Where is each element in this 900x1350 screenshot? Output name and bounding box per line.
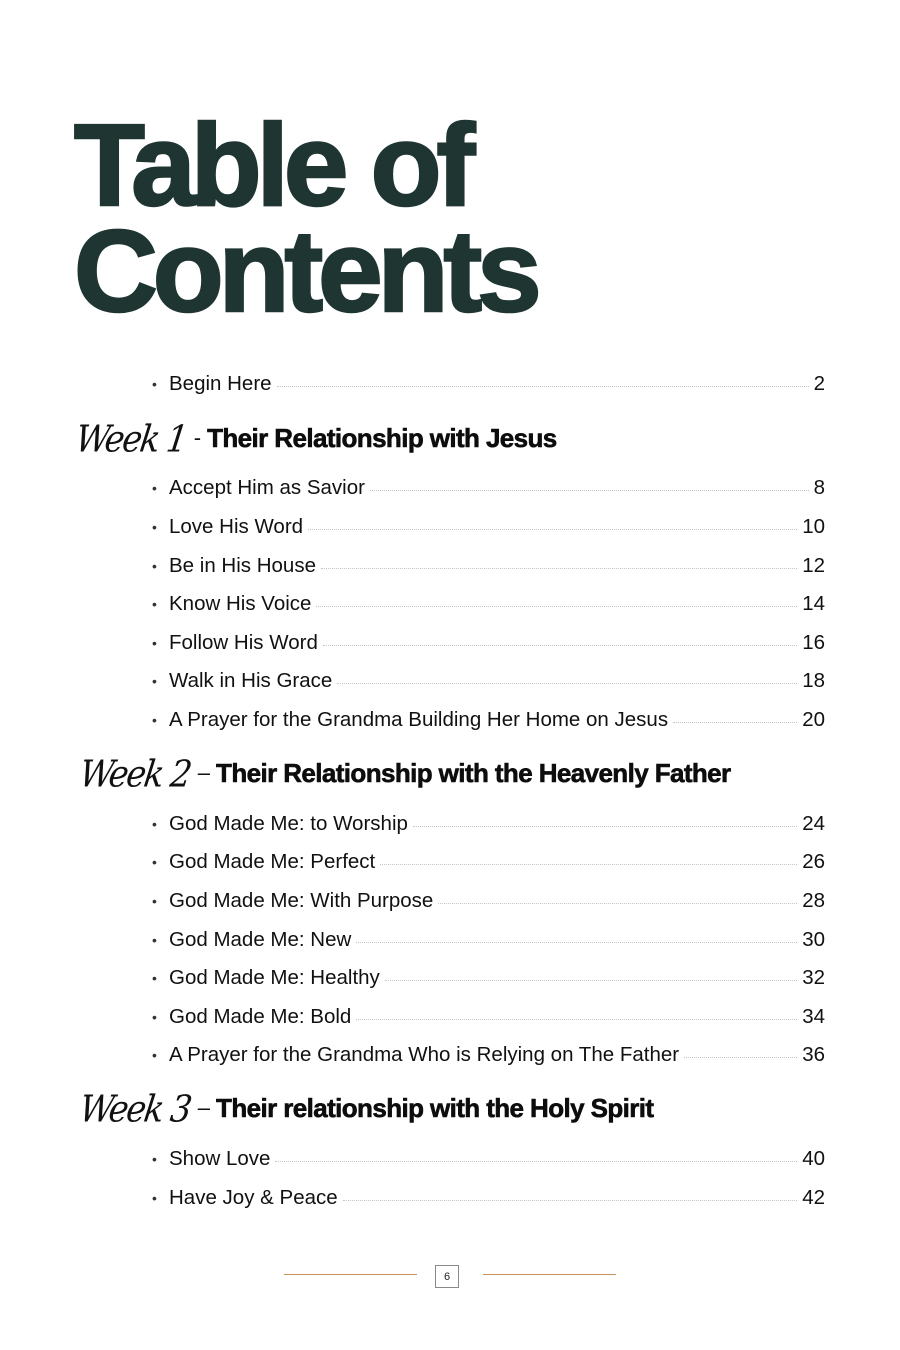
- bullet-icon: •: [152, 480, 157, 496]
- toc-entry[interactable]: [152, 963, 825, 993]
- toc-entry[interactable]: [152, 666, 825, 696]
- dotted-leader: [321, 568, 797, 569]
- bullet-icon: •: [152, 712, 157, 728]
- toc-entry[interactable]: [152, 1183, 825, 1213]
- entry-label: God Made Me: Perfect: [169, 850, 376, 873]
- entry-label: God Made Me: With Purpose: [169, 889, 434, 912]
- dotted-leader: [356, 942, 797, 943]
- bullet-icon: •: [152, 854, 157, 870]
- toc-entry[interactable]: [152, 1040, 825, 1070]
- toc-entry[interactable]: [152, 886, 825, 916]
- week-3-heading: [76, 1086, 654, 1130]
- entry-page-number: 16: [802, 631, 825, 654]
- dotted-leader: [413, 826, 797, 827]
- bullet-icon: •: [152, 519, 157, 535]
- page-title: [74, 100, 537, 336]
- toc-entry[interactable]: [152, 551, 825, 581]
- week-label: Week 2: [76, 751, 193, 795]
- entry-page-number: 36: [802, 1043, 825, 1066]
- dotted-leader: [337, 683, 797, 684]
- entry-page-number: 8: [813, 476, 825, 499]
- entry-page-number: 40: [802, 1147, 825, 1170]
- bullet-icon: •: [152, 596, 157, 612]
- entry-label: Show Love: [169, 1147, 271, 1170]
- entry-page-number: 18: [802, 669, 825, 692]
- footer-divider-left: [284, 1274, 417, 1275]
- entry-label: God Made Me: to Worship: [169, 812, 408, 835]
- entry-label: Begin Here: [169, 372, 272, 395]
- dotted-leader: [438, 903, 797, 904]
- bullet-icon: •: [152, 970, 157, 986]
- entry-page-number: 34: [802, 1005, 825, 1028]
- entry-page-number: 24: [802, 812, 825, 835]
- week-1-heading: [72, 416, 557, 460]
- dotted-leader: [316, 606, 797, 607]
- entry-label: Be in His House: [169, 554, 316, 577]
- week-2-heading: [76, 751, 731, 795]
- week-label: Week 3: [76, 1086, 193, 1130]
- entry-label: Know His Voice: [169, 592, 312, 615]
- entry-label: Follow His Word: [169, 631, 318, 654]
- entry-page-number: 12: [802, 554, 825, 577]
- entry-page-number: 10: [802, 515, 825, 538]
- entry-page-number: 26: [802, 850, 825, 873]
- dotted-leader: [343, 1200, 798, 1201]
- entry-label: God Made Me: New: [169, 928, 352, 951]
- bullet-icon: •: [152, 635, 157, 651]
- bullet-icon: •: [152, 893, 157, 909]
- week-separator: -: [193, 425, 202, 450]
- entry-label: Have Joy & Peace: [169, 1186, 338, 1209]
- entry-label: Love His Word: [169, 515, 304, 538]
- footer-divider-right: [483, 1274, 616, 1275]
- title-line-2: Contents: [74, 206, 537, 336]
- bullet-icon: •: [152, 1047, 157, 1063]
- dotted-leader: [308, 529, 797, 530]
- entry-page-number: 2: [813, 372, 825, 395]
- entry-label: A Prayer for the Grandma Building Her Home on Jesus: [169, 708, 669, 731]
- page-number: 6: [443, 1270, 451, 1283]
- toc-entry[interactable]: [152, 1002, 825, 1032]
- dotted-leader: [684, 1057, 797, 1058]
- dotted-leader: [323, 645, 797, 646]
- bullet-icon: •: [152, 376, 157, 392]
- toc-entry[interactable]: [152, 809, 825, 839]
- entry-page-number: 28: [802, 889, 825, 912]
- toc-entry[interactable]: [152, 1144, 825, 1174]
- bullet-icon: •: [152, 1190, 157, 1206]
- entry-page-number: 14: [802, 592, 825, 615]
- entry-label: A Prayer for the Grandma Who is Relying on The Father: [169, 1043, 680, 1066]
- dotted-leader: [673, 722, 797, 723]
- toc-entry[interactable]: [152, 512, 825, 542]
- week-title: Their relationship with the Holy Spirit: [216, 1092, 654, 1123]
- entry-label: Accept Him as Savior: [169, 476, 365, 499]
- bullet-icon: •: [152, 1151, 157, 1167]
- week-title: Their Relationship with the Heavenly Father: [216, 757, 731, 788]
- toc-entry[interactable]: [152, 628, 825, 658]
- week-separator: –: [197, 1095, 211, 1120]
- dotted-leader: [356, 1019, 797, 1020]
- week-title: Their Relationship with Jesus: [207, 422, 557, 453]
- bullet-icon: •: [152, 932, 157, 948]
- entry-page-number: 20: [802, 708, 825, 731]
- dotted-leader: [385, 980, 797, 981]
- entry-label: Walk in His Grace: [169, 669, 333, 692]
- toc-entry[interactable]: [152, 925, 825, 955]
- toc-entry-begin-here[interactable]: [152, 369, 825, 399]
- dotted-leader: [277, 386, 809, 387]
- week-label: Week 1: [72, 416, 189, 460]
- entry-label: God Made Me: Healthy: [169, 966, 380, 989]
- toc-entry[interactable]: [152, 847, 825, 877]
- dotted-leader: [275, 1161, 797, 1162]
- week-separator: –: [197, 760, 211, 785]
- entry-label: God Made Me: Bold: [169, 1005, 352, 1028]
- entry-page-number: 30: [802, 928, 825, 951]
- entry-page-number: 42: [802, 1186, 825, 1209]
- toc-entry[interactable]: [152, 473, 825, 503]
- dotted-leader: [380, 864, 797, 865]
- toc-entry[interactable]: [152, 705, 825, 735]
- dotted-leader: [370, 490, 809, 491]
- toc-entry[interactable]: [152, 589, 825, 619]
- entry-page-number: 32: [802, 966, 825, 989]
- bullet-icon: •: [152, 558, 157, 574]
- bullet-icon: •: [152, 1009, 157, 1025]
- bullet-icon: •: [152, 816, 157, 832]
- bullet-icon: •: [152, 673, 157, 689]
- title-line-1: Table of: [74, 100, 471, 230]
- page-number-box: [435, 1265, 459, 1288]
